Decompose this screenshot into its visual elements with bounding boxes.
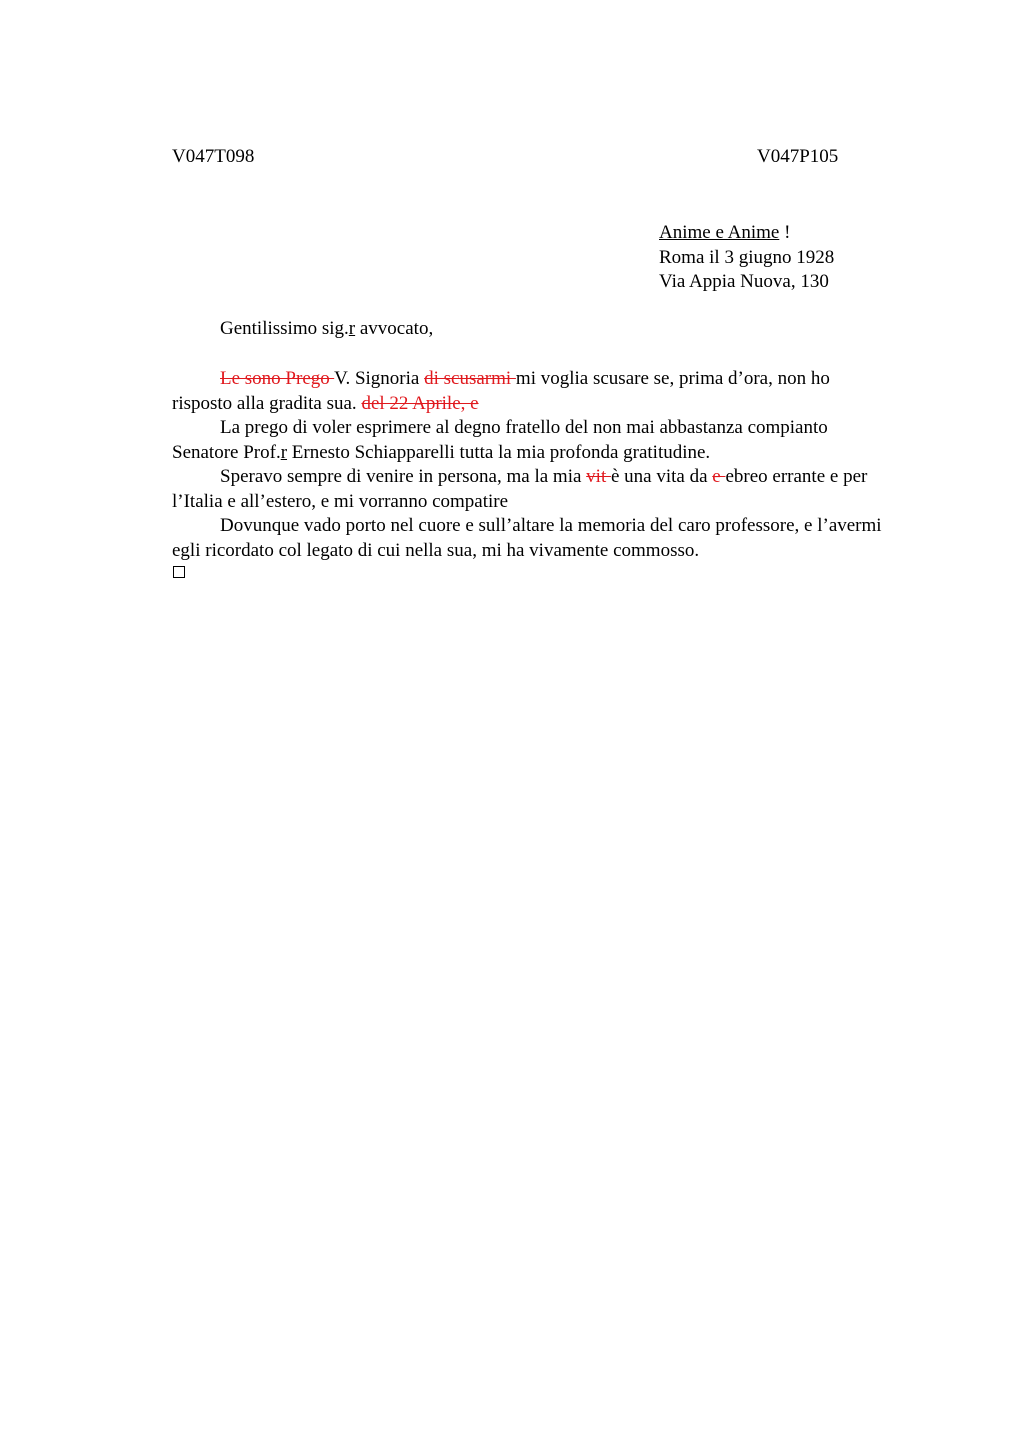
salutation-abbr: r	[348, 318, 356, 339]
title-abbr: r	[280, 441, 288, 463]
paragraph-text: ebreo errante e per l’Italia e all’estero, e mi vorranno compatire	[172, 466, 868, 512]
paragraph-2	[172, 416, 892, 465]
salutation-text: Gentilissimo sig.	[220, 318, 349, 339]
paragraph-text: La prego di voler esprimere al degno fratello del non mai abbastanza compianto Senatore Prof.	[172, 417, 828, 463]
deleted-text: del 22 Aprile, e	[361, 392, 479, 414]
paragraph-1	[172, 367, 892, 416]
letter-body	[172, 367, 892, 563]
paragraph-text: mi voglia scusare se, prima d’ora, non ho risposto alla gradita sua.	[172, 368, 830, 414]
paragraph-text: Speravo sempre di venire in persona, ma la mia	[220, 466, 587, 487]
motto-line	[659, 221, 834, 246]
deleted-text: e	[712, 466, 726, 487]
letter-heading	[659, 221, 834, 295]
paragraph-4	[172, 514, 892, 563]
motto-text: Anime e Anime	[659, 222, 780, 243]
end-marker-box	[173, 566, 185, 578]
deleted-text: vit	[586, 466, 611, 487]
motto-suffix: !	[779, 222, 791, 243]
date-line: Roma il 3 giugno 1928	[659, 246, 835, 268]
salutation	[220, 318, 433, 340]
paragraph-text: è una vita da	[610, 466, 713, 487]
paragraph-text: Ernesto Schiapparelli tutta la mia profonda gratitudine.	[287, 441, 711, 463]
document-code-right: V047P105	[757, 146, 839, 167]
paragraph-text: V. Signoria	[334, 368, 425, 389]
salutation-text-end: avvocato,	[355, 318, 434, 339]
address-line: Via Appia Nuova, 130	[659, 271, 829, 292]
deleted-text: di scusarmi	[424, 368, 516, 389]
deleted-text: Le sono Prego	[220, 368, 335, 389]
document-code-left: V047T098	[172, 146, 255, 167]
paragraph-3	[172, 465, 892, 514]
paragraph-text: Dovunque vado porto nel cuore e sull’altare la memoria del caro professore, e l’avermi egli ricordato col legato di cui nella sua, mi ha vivamente commosso.	[172, 515, 882, 561]
